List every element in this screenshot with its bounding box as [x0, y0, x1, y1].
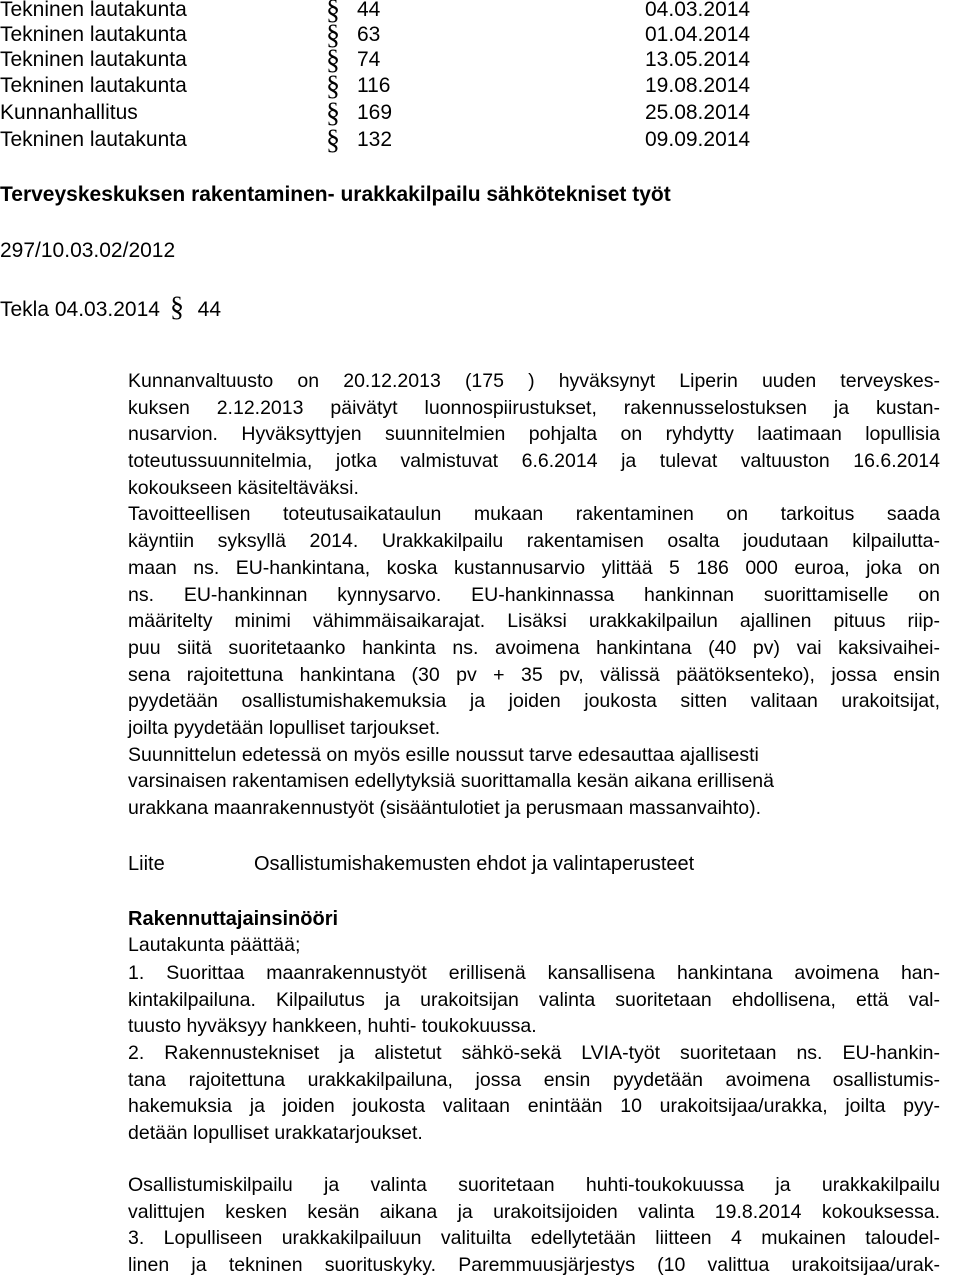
history-section: 116: [357, 74, 391, 97]
body-line: maan ns. EU-hankintana, koska kustannusarvio ylittää 5 186 000 euroa, joka on: [128, 556, 940, 579]
body-line: [128, 368, 940, 395]
body-line: toteutussuunnitelmia, jotka valmistuvat 6.6.2014 ja tulevat valtuuston 16.6.2014: [128, 450, 940, 473]
history-section: 169: [357, 101, 393, 124]
page-title: Terveyskeskuksen rakentaminen- urakkakilpailu sähkötekniset työt: [0, 183, 671, 206]
meeting-section: 44: [197, 298, 222, 321]
history-body: Kunnanhallitus: [0, 101, 138, 124]
decision-line: tana rajoitettuna urakkakilpailuna, jossa ensin pyydetään avoimena osallistumis-: [128, 1068, 940, 1091]
closing-text: [128, 1172, 940, 1279]
svg-text:§: §: [326, 0, 340, 23]
svg-text:§: §: [326, 100, 340, 126]
section-sign-icon: [322, 73, 348, 99]
history-body: Tekninen lautakunta: [0, 48, 187, 71]
decision-line: hakemuksia ja joiden joukosta valitaan enintään 10 urakoitsijaa/urakka, joilta pyy-: [128, 1095, 940, 1118]
history-body: Tekninen lautakunta: [0, 0, 187, 21]
body-text: [128, 368, 940, 822]
attachment-link[interactable]: Osallistumishakemusten ehdot ja valintaperusteet: [254, 853, 695, 875]
body-line: Tavoitteellisen toteutusaikataulun mukaan rakentaminen on tarkoitus saada: [128, 503, 940, 526]
history-date: 09.09.2014: [645, 128, 751, 151]
section-sign-icon: [322, 0, 348, 23]
decision-line: tuusto hyväksyy hankkeen, huhti- toukokuussa.: [128, 1015, 537, 1038]
section-sign-icon: [322, 22, 348, 48]
history-section: 63: [357, 23, 381, 46]
body-line: Suunnittelun edetessä on myös esille noussut tarve edesauttaa ajallisesti: [128, 743, 759, 766]
history-date: 19.08.2014: [645, 74, 751, 97]
history-body: Tekninen lautakunta: [0, 23, 187, 46]
decision-text: [128, 960, 940, 1147]
history-date: 04.03.2014: [645, 0, 751, 21]
body-line: kokoukseen käsiteltäväksi.: [128, 476, 359, 499]
body-line: urakkana maanrakennustyöt (sisääntulotiet ja perusmaan massanvaihto).: [128, 797, 762, 819]
closing-line: valittujen kesken kesän aikana ja urakoitsijoiden valinta 19.8.2014 kokouksessa.: [128, 1200, 940, 1223]
meeting-reference: [0, 294, 221, 323]
closing-line: linen ja tekninen suorituskyky. Paremmuusjärjestys (10 valittua urakoitsijaa/urak-: [128, 1254, 940, 1277]
section-sign-icon: [322, 47, 348, 73]
body-line: sena rajoitettuna hankintana (30 pv + 35 pv, välissä päätöksenteko), jossa ensin: [128, 663, 940, 686]
body-line: kuksen 2.12.2013 päivätyt luonnospiirustukset, rakennusselostuksen ja kustan-: [128, 396, 940, 419]
proposer-heading: Rakennuttajainsinööri: [128, 908, 339, 930]
attachment-label: Liite: [128, 853, 165, 875]
history-date: 25.08.2014: [645, 101, 751, 124]
body-line: joilta pyydetään lopulliset tarjoukset.: [128, 716, 441, 739]
history-section: 132: [357, 128, 393, 151]
history-date: 13.05.2014: [645, 48, 751, 71]
body-line: puu siitä suoritetaanko hankinta ns. avoimena hankintana (40 pv) vai kaksivaihei-: [128, 636, 940, 659]
reference-number: 297/10.03.02/2012: [0, 239, 176, 262]
body-line: määritelty minimi vähimmäisaikarajat. Lisäksi urakkakilpailun ajallinen pituus riip-: [128, 610, 940, 633]
decision-line: 1. Suorittaa maanrakennustyöt erillisenä kansallisena hankintana avoimena han-: [128, 962, 940, 984]
body-line: pyydetään osallistumishakemuksia ja joiden joukosta sitten valitaan urakoitsijat,: [128, 690, 940, 713]
body-line-part: Kunnanvaltuusto on 20.12.2013 (175 ) hyväksynyt Liperin uuden terveyskes-: [128, 370, 940, 392]
decision-line: detään lopulliset urakkatarjoukset.: [128, 1122, 423, 1145]
body-line: varsinaisen rakentamisen edellytyksiä suorittamalla kesän aikana erillisenä: [128, 770, 774, 793]
svg-text:§: §: [326, 127, 340, 153]
meeting-label: Tekla 04.03.2014: [0, 298, 160, 321]
section-sign-icon: [322, 127, 348, 153]
closing-line: 3. Lopulliseen urakkakilpailuun valituilta edellytetään liitteen 4 mukainen taloudel-: [128, 1227, 940, 1250]
section-sign-icon: [322, 100, 348, 126]
svg-text:§: §: [326, 47, 340, 73]
decision-line: 2. Rakennustekniset ja alistetut sähkö-sekä LVIA-työt suoritetaan ns. EU-hankin-: [128, 1042, 940, 1065]
history-body: Tekninen lautakunta: [0, 128, 187, 151]
svg-text:§: §: [326, 22, 340, 48]
decision-intro: Lautakunta päättää;: [128, 934, 301, 956]
svg-text:§: §: [169, 294, 184, 320]
body-line: nusarvion. Hyväksyttyjen suunnitelmien pohjalta on ryhdytty laatimaan lopullisia: [128, 423, 940, 446]
history-section: 44: [357, 0, 381, 21]
section-sign-icon: [166, 294, 192, 321]
history-section: 74: [357, 48, 381, 71]
svg-text:§: §: [326, 73, 340, 99]
closing-line: Osallistumiskilpailu ja valinta suoritetaan huhti-toukokuussa ja urakkakilpailu: [128, 1174, 940, 1196]
body-line: käyntiin syksyllä 2014. Urakkakilpailu rakentamisen osalta joudutaan kilpailutta-: [128, 530, 940, 553]
decision-line: kintakilpailuna. Kilpailutus ja urakoitsijan valinta suoritetaan ehdollisena, että val-: [128, 988, 940, 1011]
history-date: 01.04.2014: [645, 23, 751, 46]
body-line: ns. EU-hankinnan kynnysarvo. EU-hankinnassa hankinnan suorittamiselle on: [128, 583, 940, 606]
history-body: Tekninen lautakunta: [0, 74, 187, 97]
